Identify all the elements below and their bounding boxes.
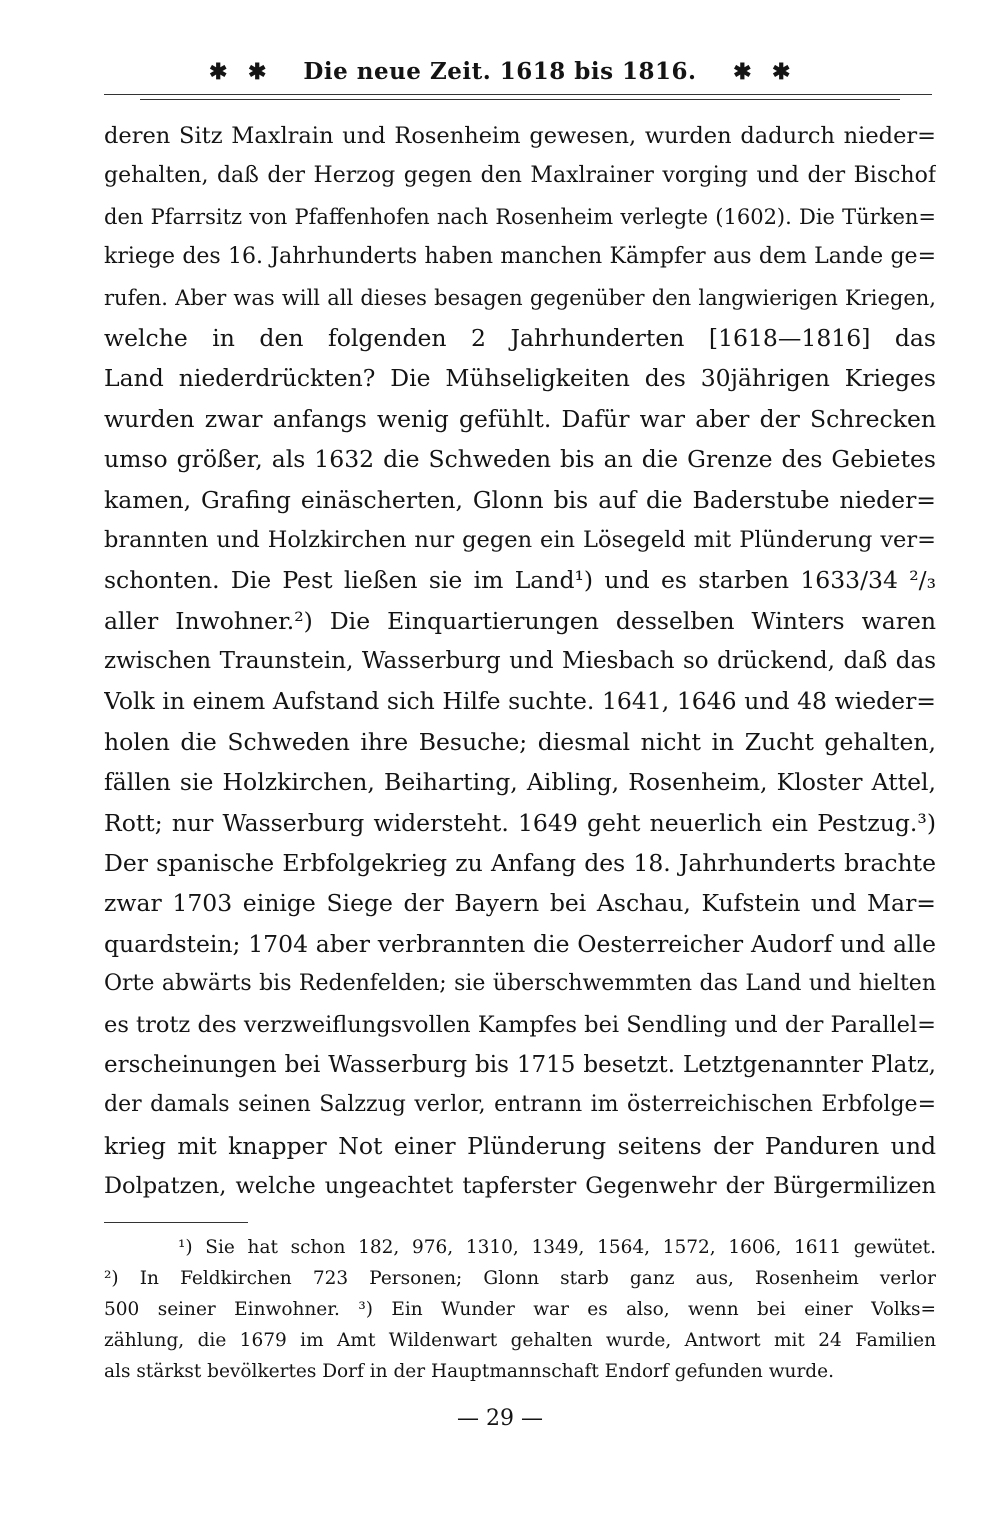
text-line: der damals seinen Salzzug verlor, entrann im österreichischen Erbfolge= <box>104 1092 936 1118</box>
text-line: Land niederdrückten? Die Mühseligkeiten des 30jährigen Krieges <box>104 364 936 393</box>
text-line: rufen. Aber was will all dieses besagen gegenüber den langwierigen Kriegen, <box>104 285 936 310</box>
ornament-star-icon: ✱ <box>209 59 228 85</box>
text-line: fällen sie Holzkirchen, Beiharting, Aibling, Rosenheim, Kloster Attel, <box>104 768 936 797</box>
footnote-line: 500 seiner Einwohner. ³) Ein Wunder war es also, wenn bei einer Volks= <box>104 1299 936 1320</box>
ornament-star-icon: ✱ <box>733 59 753 85</box>
footnote-line: ¹) Sie hat schon 182, 976, 1310, 1349, 1564, 1572, 1606, 1611 gewütet. <box>178 1237 936 1258</box>
text-line: Dolpatzen, welche ungeachtet tapferster Gegenwehr der Bürgermilizen <box>104 1173 936 1200</box>
ornament-star-icon: ✱ <box>247 59 267 85</box>
ornament-star-icon: ✱ <box>772 59 791 85</box>
page-number: — 29 — <box>457 1406 543 1431</box>
page-header-title: Die neue Zeit. 1618 bis 1816. <box>303 58 697 85</box>
text-line: Der spanische Erbfolgekrieg zu Anfang des 18. Jahrhunderts brachte <box>104 849 936 878</box>
text-line: Volk in einem Aufstand sich Hilfe suchte. 1641, 1646 und 48 wieder= <box>104 687 936 716</box>
header-rule-thin <box>140 99 900 100</box>
text-line: wurden zwar anfangs wenig gefühlt. Dafür war aber der Schrecken <box>104 404 936 433</box>
text-line: zwischen Traunstein, Wasserburg und Miesbach so drückend, daß das <box>104 648 936 675</box>
text-line: erscheinungen bei Wasserburg bis 1715 besetzt. Letztgenannter Platz, <box>104 1051 936 1078</box>
text-line: kamen, Grafing einäscherten, Glonn bis auf die Baderstube nieder= <box>104 485 936 514</box>
text-line: brannten und Holzkirchen nur gegen ein Lösegeld mit Plünderung ver= <box>104 526 936 553</box>
text-line: schonten. Die Pest ließen sie im Land¹) und es starben 1633/34 ²/₃ <box>104 566 936 595</box>
text-line: zwar 1703 einige Siege der Bayern bei Aschau, Kufstein und Mar= <box>104 889 936 918</box>
header-rule <box>104 94 932 95</box>
text-line: es trotz des verzweiflungsvollen Kampfes bei Sendling und der Parallel= <box>104 1011 936 1038</box>
body-text <box>104 116 936 1207</box>
footnote-separator <box>104 1222 248 1223</box>
text-line: umso größer, als 1632 die Schweden bis an die Grenze des Gebietes <box>104 445 936 474</box>
footnote-line: als stärkst bevölkertes Dorf in der Hauptmannschaft Endorf gefunden wurde. <box>104 1361 834 1382</box>
text-line: deren Sitz Maxlrain und Rosenheim gewesen, wurden dadurch nieder= <box>104 123 936 149</box>
footnote-line: zählung, die 1679 im Amt Wildenwart gehalten wurde, Antwort mit 24 Familien <box>104 1330 936 1351</box>
text-line: den Pfarrsitz von Pfaffenhofen nach Rosenheim verlegte (1602). Die Türken= <box>104 204 936 229</box>
text-line: aller Inwohner.²) Die Einquartierungen desselben Winters waren <box>104 606 936 635</box>
text-line: quardstein; 1704 aber verbrannten die Oesterreicher Audorf und alle <box>104 929 936 958</box>
text-line: krieg mit knapper Not einer Plünderung seitens der Panduren und <box>104 1131 936 1160</box>
running-header <box>0 58 1000 85</box>
text-line: Orte abwärts bis Redenfelden; sie überschwemmten das Land und hielten <box>104 971 936 997</box>
footnote-line: ²) In Feldkirchen 723 Personen; Glonn starb ganz aus, Rosenheim verlor <box>104 1268 936 1289</box>
footnotes <box>104 1232 936 1387</box>
text-line: gehalten, daß der Herzog gegen den Maxlrainer vorging und der Bischof <box>104 163 936 189</box>
text-line: Rott; nur Wasserburg widersteht. 1649 geht neuerlich ein Pestzug.³) <box>104 808 936 837</box>
text-line: holen die Schweden ihre Besuche; diesmal nicht in Zucht gehalten, <box>104 727 936 756</box>
text-line: kriege des 16. Jahrhunderts haben manchen Kämpfer aus dem Lande ge= <box>104 244 936 270</box>
text-line: welche in den folgenden 2 Jahrhunderten [1618—1816] das <box>104 323 936 352</box>
